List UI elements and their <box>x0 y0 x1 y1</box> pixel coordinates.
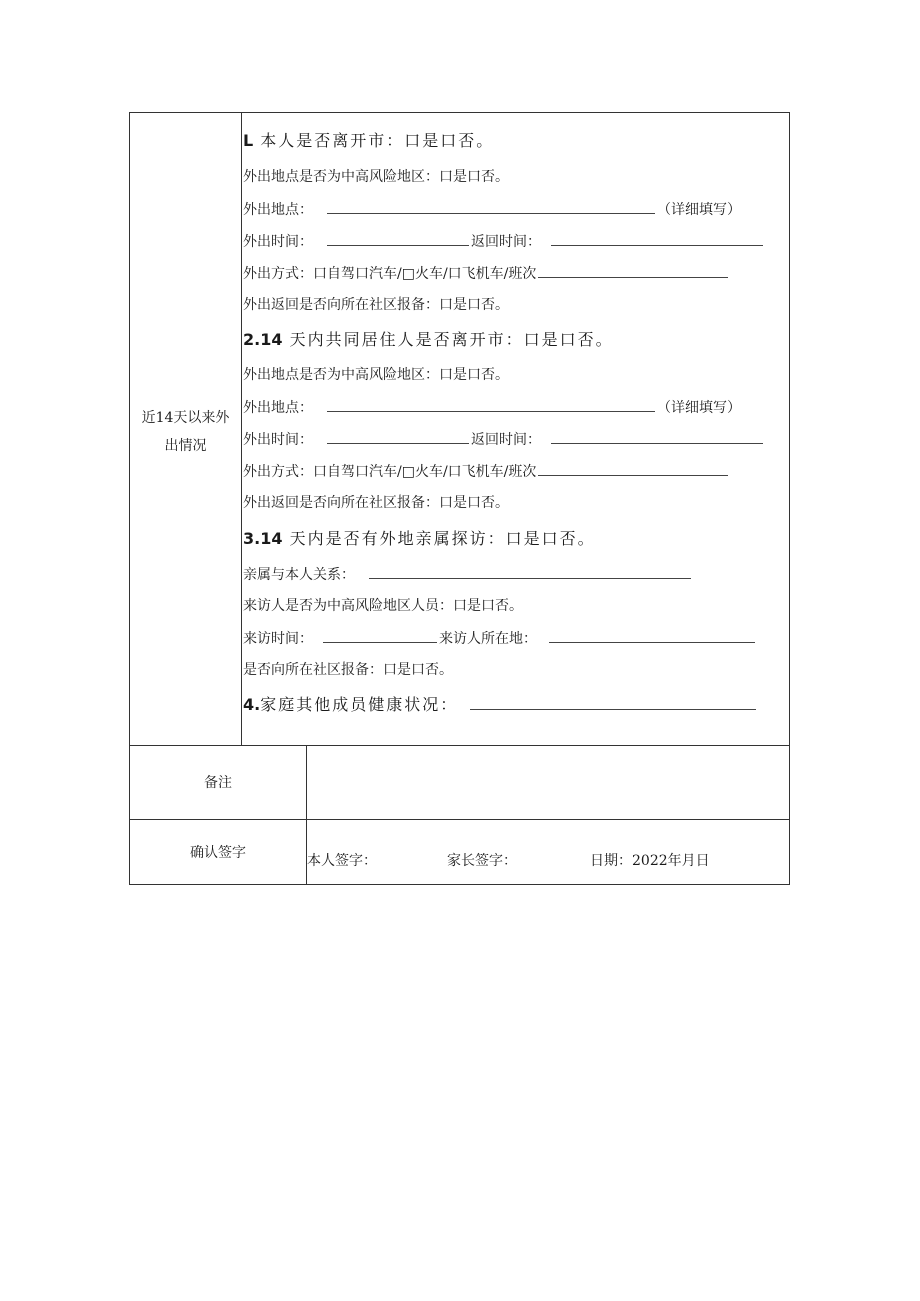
q2-mode: 外出方式：口自驾口汽车/□火车/口飞机车/班次 <box>243 464 537 480</box>
q1-time-field[interactable] <box>327 227 469 246</box>
q1-mode-field[interactable] <box>538 259 728 278</box>
q2-return-field[interactable] <box>551 425 763 444</box>
q3-visitor-place-field[interactable] <box>549 624 755 643</box>
q2-mode-field[interactable] <box>538 457 728 476</box>
q1-place-note: （详细填写） <box>657 202 741 218</box>
q1-return-field[interactable] <box>551 227 763 246</box>
sign-date[interactable]: 日期：2022年月日 <box>590 853 710 869</box>
remarks-field[interactable] <box>307 746 789 819</box>
q2-place-note: （详细填写） <box>657 400 741 416</box>
section1-label <box>130 404 241 460</box>
q1-mode: 外出方式：口自驾口汽车/□火车/口飞机车/班次 <box>243 266 537 282</box>
q1-return-label: 返回时间： <box>471 234 541 250</box>
q2-time-field[interactable] <box>327 425 469 444</box>
q1-place-label: 外出地点： <box>243 202 313 218</box>
q3-text: 天内是否有外地亲属探访：口是口否。 <box>289 529 596 548</box>
q2-return-label: 返回时间： <box>471 432 541 448</box>
q3-visit-time-label: 来访时间： <box>243 631 313 647</box>
q2-report: 外出返回是否向所在社区报备：口是口否。 <box>243 495 509 511</box>
q3-visit-row <box>243 624 781 652</box>
q2-time-label: 外出时间： <box>243 432 313 448</box>
remarks-label: 备注 <box>204 775 232 791</box>
self-signature[interactable]: 本人签字： <box>307 853 377 869</box>
q4-row <box>243 691 781 719</box>
confirm-label: 确认签字 <box>190 845 246 861</box>
q2-time-row <box>243 425 781 453</box>
q2-text: 天内共同居住人是否离开市：口是口否。 <box>289 330 614 349</box>
q3-visitor-risk: 来访人是否为中高风险地区人员：口是口否。 <box>243 598 523 614</box>
q1-report: 外出返回是否向所在社区报备：口是口否。 <box>243 297 509 313</box>
q3-visitor-place-label: 来访人所在地： <box>439 631 537 647</box>
q2-number: 2.14 <box>243 330 283 349</box>
section1-label-line1: 近14天以来外 <box>141 410 230 426</box>
q1-place-row <box>243 195 781 223</box>
q3-number: 3.14 <box>243 529 283 548</box>
health-declaration-form <box>129 112 790 885</box>
q1-mode-row <box>243 259 781 287</box>
q2-title <box>243 326 781 354</box>
q3-visit-time-field[interactable] <box>323 624 437 643</box>
q2-mode-row <box>243 457 781 485</box>
q2-place-label: 外出地点： <box>243 400 313 416</box>
section1-label-line2: 出情况 <box>164 438 207 454</box>
q1-number: L <box>243 131 254 150</box>
q1-time-row <box>243 227 781 255</box>
row-divider-2 <box>130 819 789 820</box>
q1-risk: 外出地点是否为中高风险地区：口是口否。 <box>243 169 509 185</box>
q2-risk: 外出地点是否为中高风险地区：口是口否。 <box>243 367 509 383</box>
q1-title <box>243 127 781 155</box>
q2-place-row <box>243 393 781 421</box>
q4-text: 家庭其他成员健康状况： <box>260 695 459 714</box>
q3-report: 是否向所在社区报备：口是口否。 <box>243 662 453 678</box>
q3-title <box>243 525 781 553</box>
q3-relation-label: 亲属与本人关系： <box>243 567 355 583</box>
parent-signature[interactable]: 家长签字： <box>447 853 517 869</box>
divider-section1 <box>241 113 242 746</box>
q4-number: 4. <box>243 695 261 714</box>
q2-place-field[interactable] <box>327 393 655 412</box>
q3-relation-field[interactable] <box>369 560 691 579</box>
q3-relation-row <box>243 560 781 588</box>
q1-place-field[interactable] <box>327 195 655 214</box>
q4-health-field[interactable] <box>470 691 756 710</box>
q1-time-label: 外出时间： <box>243 234 313 250</box>
q1-text: 本人是否离开市：口是口否。 <box>260 131 495 150</box>
